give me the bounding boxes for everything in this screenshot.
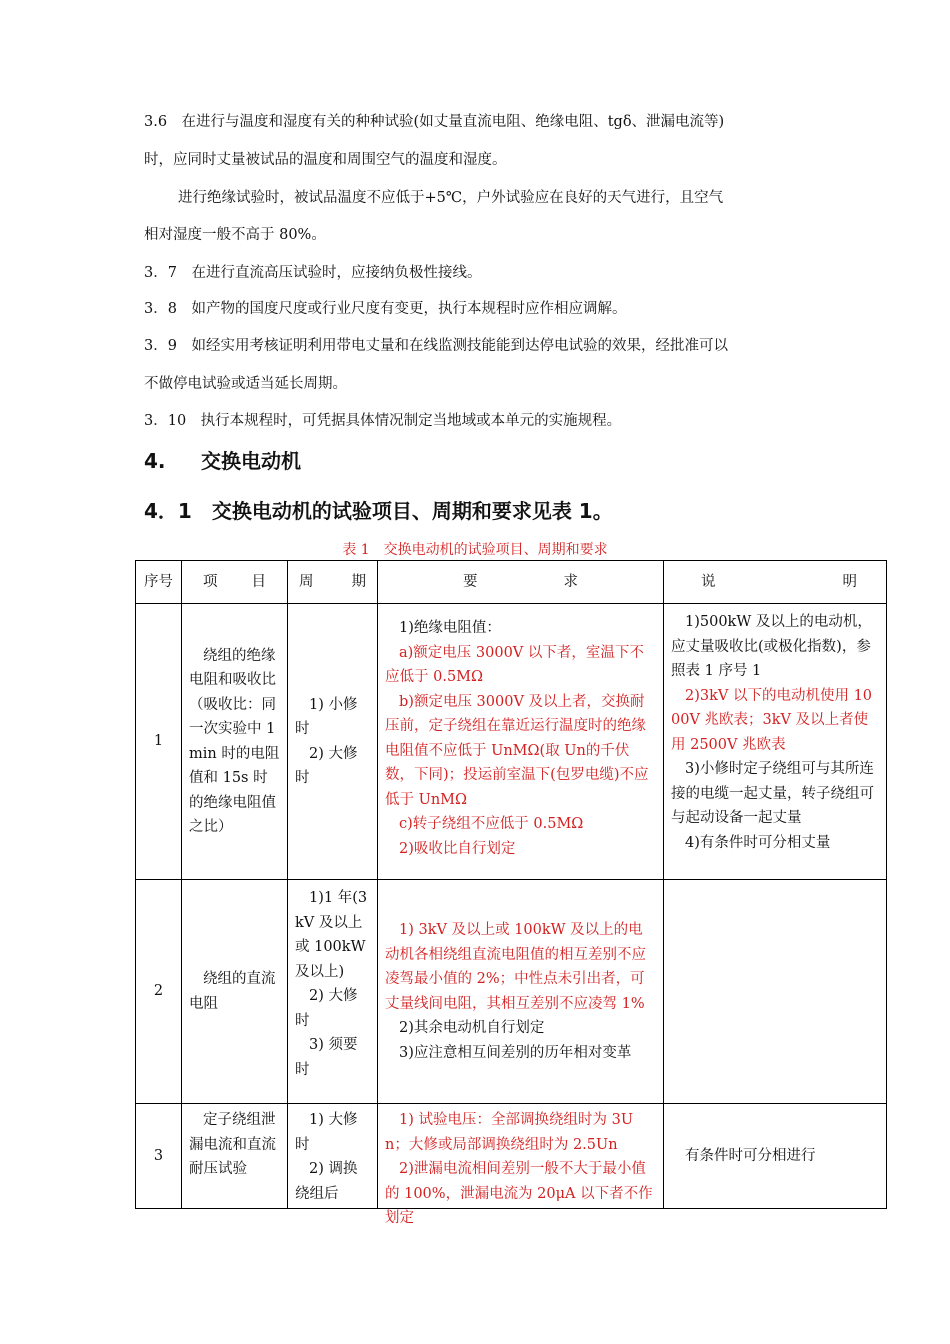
header-requirement-b: 求 [563, 573, 578, 590]
row-serial: 1 [136, 604, 182, 880]
period-line: 1)1 年(3kV 及以上或 100kW 及以上) [295, 890, 368, 980]
para-3-9-line1: 3．9 如经实用考核证明利用带电丈量和在线监测技能能到达停电试验的效果，经批准可以 [144, 338, 728, 354]
header-period [288, 561, 378, 604]
table-row [136, 604, 887, 880]
para-3-9-line2: 不做停电试验或适当延长周期。 [144, 376, 347, 392]
row-note [664, 880, 887, 1104]
period-line: 3) 须要时 [295, 1037, 358, 1078]
subsection-heading-4-1: 4．1 交换电动机的试验项目、周期和要求见表 1。 [144, 499, 613, 523]
header-item [182, 561, 288, 604]
table-row [136, 880, 887, 1104]
header-item-b: 目 [251, 573, 266, 590]
row-period-clip [295, 1108, 370, 1208]
requirement-line: 2)其余电动机自行划定 [399, 1020, 545, 1036]
row-serial: 3 [136, 1104, 182, 1209]
requirement-line: b)额定电压 3000V 及以上者，交换耐压前，定子绕组在靠近运行温度时的绝缘电阻值不应低于 UnMΩ(取 Un的千伏数，下同)；投运前室温下(包罗电缆)不应低于 UnMΩ [385, 693, 649, 808]
table-caption: 表 1 交换电动机的试验项目、周期和要求 [342, 542, 608, 558]
header-item-a: 项 [203, 573, 218, 590]
row-requirement [378, 604, 664, 880]
row-note [664, 1104, 887, 1209]
period-line: 2) 调换绕组后 [295, 1161, 358, 1202]
para-3-7: 3．7 在进行直流高压试验时，应接纳负极性接线。 [144, 265, 482, 281]
para-3-6-line2: 时，应同时丈量被试品的温度和周围空气的温度和湿度。 [144, 152, 507, 168]
requirement-line: 1) 试验电压：全部调换绕组时为 3Un；大修或局部调换绕组时为 2.5Un [385, 1112, 634, 1153]
header-requirement [378, 561, 664, 604]
period-line: 2) 大修时 [295, 988, 358, 1029]
row-requirement-clip [385, 1108, 656, 1226]
requirement-line: 1)绝缘电阻值： [399, 620, 501, 636]
row-period [288, 604, 378, 880]
section-number: 4. [144, 449, 166, 473]
header-requirement-a: 要 [463, 573, 478, 590]
note-line: 4)有条件时可分相丈量 [685, 834, 831, 851]
header-serial-label: 序号 [144, 574, 173, 590]
row-requirement [378, 1104, 664, 1226]
header-note-b: 明 [842, 573, 857, 590]
row-period [288, 1104, 378, 1209]
row-note [664, 604, 887, 880]
requirement-line: 1) 3kV 及以上或 100kW 及以上的电动机各相绕组直流电阻值的相互差别不应凌驾最小值的 2%；中性点未引出者，可丈量线间电阻，其相互差别不应凌驾 1% [385, 922, 646, 1012]
requirement-line: 2)泄漏电流相间差别一般不大于最小值的 100%，泄漏电流为 20μA 以下者不作划定 [385, 1161, 653, 1226]
header-note [664, 561, 887, 604]
note-line: 1)500kW 及以上的电动机，应丈量吸收比(或极化指数)，参照表 1 序号 1 [671, 614, 872, 679]
requirement-line: 3)应注意相互间差别的历年相对变革 [399, 1044, 632, 1061]
row-item: 绕组的绝缘电阻和吸收比（吸收比：同一次实验中 1min 时的电阻值和 15s 时的绝缘电阻值之比） [182, 604, 288, 880]
row-item-text: 定子绕组泄漏电流和直流耐压试验 [189, 1112, 276, 1177]
test-items-table [135, 560, 887, 1226]
row-period [288, 880, 378, 1104]
row-item: 绕组的直流电阻 [182, 880, 288, 1104]
requirement-line: 2)吸收比自行划定 [399, 840, 516, 857]
table-header-row [136, 561, 887, 604]
header-serial [136, 561, 182, 604]
requirement-line: c)转子绕组不应低于 0.5MΩ [399, 816, 584, 832]
row-item [182, 1104, 288, 1209]
section-heading-4 [144, 445, 301, 474]
period-line: 1) 大修时 [295, 1112, 358, 1153]
row-requirement [378, 880, 664, 1104]
para-3-8: 3．8 如产物的国度尺度或行业尺度有变更，执行本规程时应作相应调解。 [144, 301, 627, 317]
header-period-a: 周 [299, 573, 314, 590]
para-3-6-line3: 进行绝缘试验时，被试品温度不应低于+5℃，户外试验应在良好的天气进行，且空气 [178, 190, 724, 206]
para-3-10: 3．10 执行本规程时，可凭据具体情况制定当地域或本单元的实施规程。 [144, 413, 622, 429]
period-line: 2) 大修时 [295, 745, 358, 786]
header-note-a: 说 [701, 573, 716, 590]
header-period-b: 期 [351, 573, 366, 590]
row-serial: 2 [136, 880, 182, 1104]
note-line: 2)3kV 以下的电动机使用 1000V 兆欧表；3kV 及以上者使用 2500V 兆欧表 [671, 687, 873, 753]
para-3-6-line1: 3.6 在进行与温度和湿度有关的种种试验(如丈量直流电阻、绝缘电阻、tgδ、泄漏电流等) [144, 114, 725, 130]
period-line: 1) 小修时 [295, 696, 358, 737]
requirement-line: a)额定电压 3000V 以下者，室温下不应低于 0.5MΩ [385, 644, 644, 685]
note-line: 3)小修时定子绕组可与其所连接的电缆一起丈量，转子绕组可与起动设备一起丈量 [671, 761, 874, 826]
note-line: 有条件时可分相进行 [685, 1147, 816, 1164]
section-title: 交换电动机 [201, 449, 301, 473]
table-row [136, 1104, 887, 1209]
para-3-6-line4: 相对湿度一般不高于 80%。 [144, 227, 326, 243]
